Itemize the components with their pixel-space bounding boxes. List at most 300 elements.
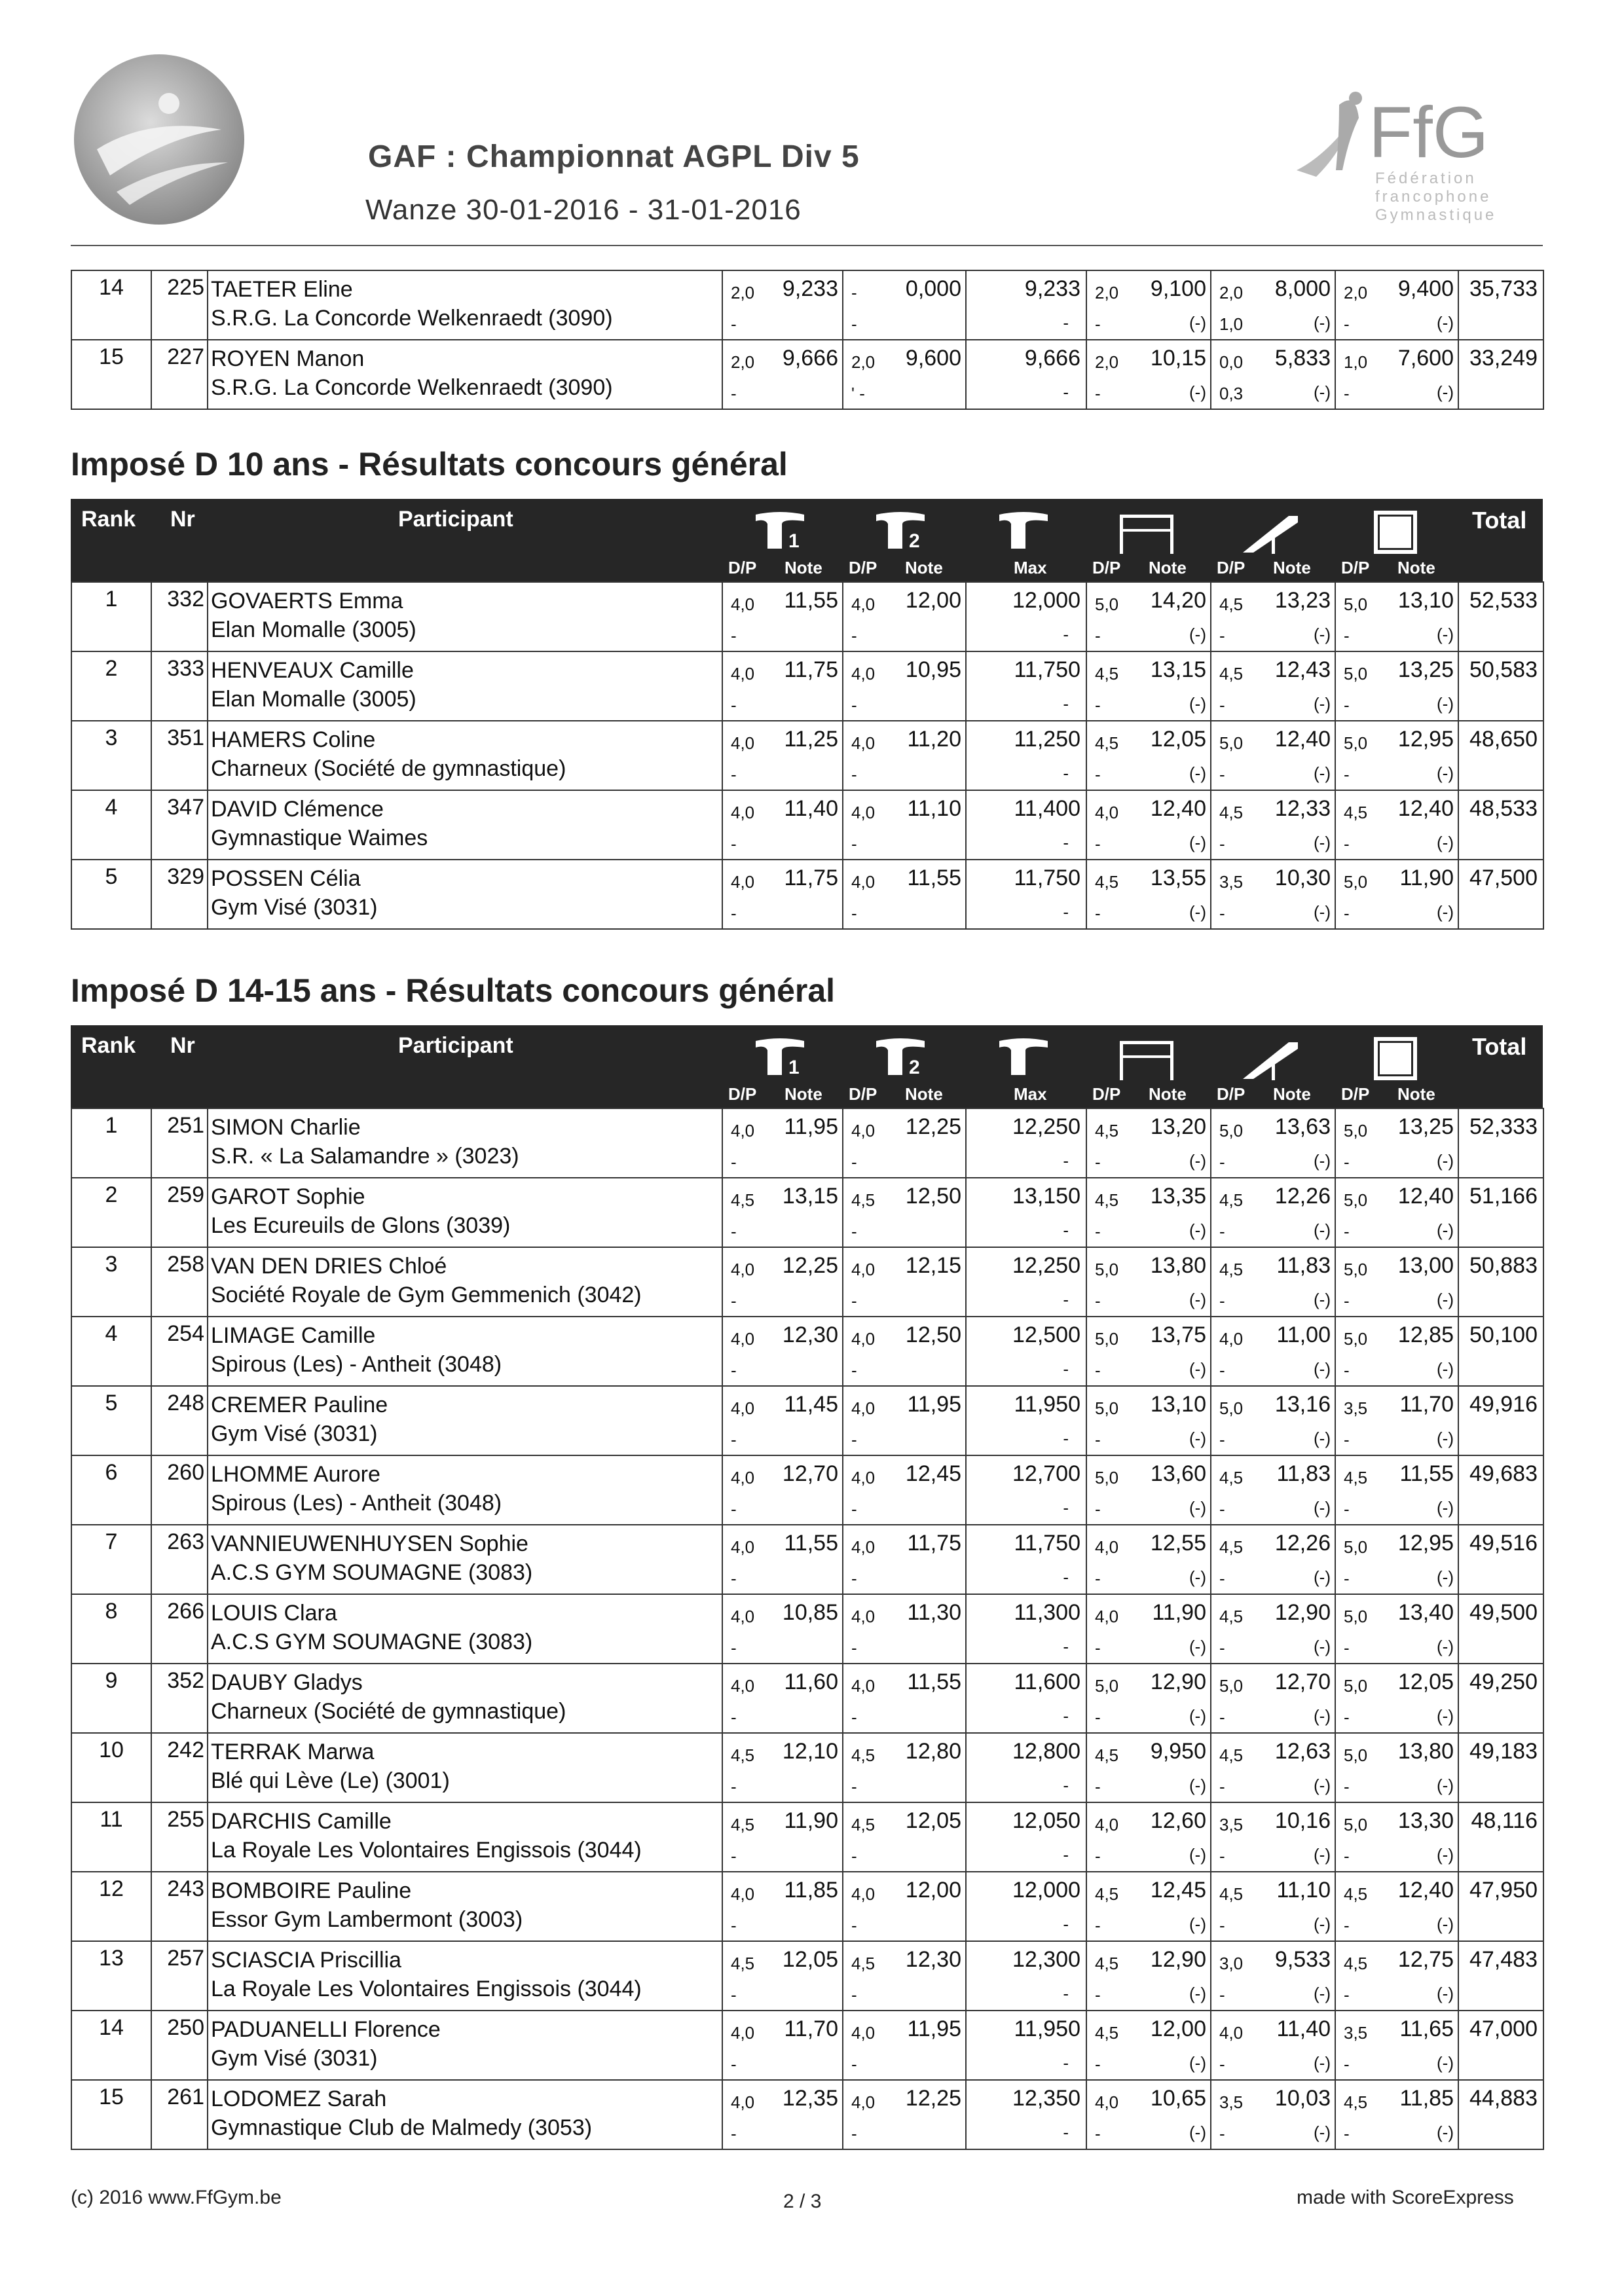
vault-2-dp: 4,0	[851, 1676, 876, 1696]
vault-2-score	[843, 790, 966, 860]
beam-score	[1211, 721, 1335, 790]
beam-dp-penalty: -	[1219, 903, 1225, 923]
bars-note: 12,05	[1150, 727, 1206, 752]
bars-note: 12,90	[1150, 1669, 1206, 1694]
bars-note: 12,90	[1150, 1947, 1206, 1972]
bars-note-penalty: (-)	[1189, 694, 1206, 714]
beam-note-penalty: (-)	[1314, 2123, 1331, 2142]
rank-cell: 1	[71, 582, 151, 651]
floor-note-penalty: (-)	[1437, 1429, 1454, 1448]
bars-score	[1086, 270, 1211, 340]
vault-2-dp: 4,0	[851, 1260, 876, 1279]
vault-max-value: 11,600	[1014, 1669, 1080, 1694]
vault-2-note: 11,95	[907, 2016, 961, 2041]
floor-dp-penalty: -	[1344, 1222, 1350, 1241]
bars-note-penalty: (-)	[1189, 1776, 1206, 1795]
rank-cell: 12	[71, 1872, 151, 1941]
bars-score	[1086, 1664, 1211, 1733]
vault-1-dp-penalty: -	[731, 1222, 737, 1241]
col-header-rank: Rank	[81, 1033, 136, 1058]
beam-note: 8,000	[1274, 276, 1331, 301]
bib-number-cell: 225	[151, 270, 208, 340]
table-row	[71, 1802, 1543, 1872]
svg-text:2: 2	[909, 1057, 920, 1078]
beam-note: 10,30	[1274, 866, 1331, 890]
floor-note: 12,95	[1397, 727, 1454, 752]
floor-note: 13,10	[1397, 588, 1454, 613]
total-cell: 49,500	[1458, 1594, 1543, 1664]
vault-1-note: 11,85	[784, 1878, 838, 1903]
participant-club: Gymnastique Club de Malmedy (3053)	[211, 2115, 593, 2140]
vault-2-dp-penalty: -	[851, 1499, 857, 1519]
total-cell: 47,500	[1458, 860, 1543, 929]
vault-2-score	[843, 582, 966, 651]
event-location-date: Wanze 30-01-2016 - 31-01-2016	[365, 194, 802, 226]
floor-note: 12,05	[1397, 1669, 1454, 1694]
vault-max-dash: -	[1063, 625, 1069, 644]
vault-2-score	[843, 721, 966, 790]
vault-max-cell	[966, 270, 1086, 340]
bars-dp: 5,0	[1095, 1398, 1119, 1418]
vault-2-score	[843, 860, 966, 929]
participant-cell	[208, 2080, 722, 2149]
floor-note: 12,75	[1397, 1947, 1454, 1972]
vault-1-dp: 4,0	[731, 1537, 755, 1557]
bars-note: 13,60	[1150, 1461, 1206, 1486]
bib-number-cell: 258	[151, 1247, 208, 1317]
vault-2-score	[843, 1317, 966, 1386]
total-cell: 50,583	[1458, 651, 1543, 721]
vault-2-note: 12,00	[905, 1878, 961, 1903]
floor-score	[1335, 1317, 1458, 1386]
vault-1-score	[722, 2080, 843, 2149]
floor-note: 11,70	[1399, 1392, 1454, 1417]
bars-note: 13,20	[1150, 1114, 1206, 1139]
floor-dp: 1,0	[1344, 352, 1368, 372]
rank-cell: 1	[71, 1108, 151, 1178]
participant-club: Spirous (Les) - Antheit (3048)	[211, 1491, 502, 1516]
vault-1-dp: 4,0	[731, 1607, 755, 1626]
bars-dp-penalty: -	[1095, 2124, 1101, 2143]
bib-number-cell: 257	[151, 1941, 208, 2011]
beam-dp-penalty: -	[1219, 1777, 1225, 1796]
floor-note-penalty: (-)	[1437, 902, 1454, 922]
beam-dp: 4,0	[1219, 1329, 1244, 1349]
table-row	[71, 1941, 1543, 2011]
bars-dp: 4,5	[1095, 872, 1119, 892]
beam-dp: 3,5	[1219, 1815, 1244, 1834]
vault-1-score	[722, 582, 843, 651]
beam-note-penalty: (-)	[1314, 1567, 1331, 1587]
bars-dp: 5,0	[1095, 1260, 1119, 1279]
table-row	[71, 860, 1543, 929]
vault-2-note: 12,15	[905, 1253, 961, 1278]
participant-name: BOMBOIRE Pauline	[211, 1878, 412, 1903]
rank-cell: 4	[71, 790, 151, 860]
beam-note-penalty: (-)	[1314, 902, 1331, 922]
floor-dp: 4,5	[1344, 803, 1368, 822]
vault-max-dash: -	[1063, 1706, 1069, 1726]
vault-1-dp: 4,5	[731, 1190, 755, 1210]
participant-name: CREMER Pauline	[211, 1393, 388, 1417]
beam-score	[1211, 582, 1335, 651]
beam-note-penalty: (-)	[1314, 1429, 1331, 1448]
beam-note-penalty: (-)	[1314, 833, 1331, 852]
beam-note-penalty: (-)	[1314, 694, 1331, 714]
floor-dp-penalty: -	[1344, 1777, 1350, 1796]
beam-dp-penalty: -	[1219, 2054, 1225, 2074]
floor-dp: 5,0	[1344, 872, 1368, 892]
beam-dp: 4,5	[1219, 664, 1244, 683]
bars-note: 12,45	[1150, 1878, 1206, 1903]
table-header-d10	[71, 499, 1543, 581]
floor-score	[1335, 2011, 1458, 2080]
floor-note: 12,40	[1397, 1878, 1454, 1903]
bars-score	[1086, 1802, 1211, 1872]
beam-dp: 4,5	[1219, 1884, 1244, 1904]
participant-club: Elan Momalle (3005)	[211, 617, 416, 642]
beam-note: 5,833	[1274, 346, 1331, 371]
bars-score	[1086, 721, 1211, 790]
beam-score	[1211, 1178, 1335, 1247]
col-sub-max: Max	[1014, 1084, 1047, 1104]
participant-club: Elan Momalle (3005)	[211, 687, 416, 712]
beam-dp-penalty: -	[1219, 834, 1225, 854]
table-row	[71, 2080, 1543, 2149]
floor-dp-penalty: -	[1344, 1499, 1350, 1519]
floor-score	[1335, 582, 1458, 651]
bars-note: 9,100	[1150, 276, 1206, 301]
vault-1-score	[722, 1247, 843, 1317]
vault-1-dp: 4,5	[731, 1954, 755, 1973]
beam-dp-penalty: -	[1219, 1499, 1225, 1519]
beam-dp: 4,5	[1219, 1745, 1244, 1765]
participant-name: TAETER Eline	[211, 277, 353, 302]
vault-max-cell	[966, 582, 1086, 651]
vault-1-note: 11,60	[784, 1669, 838, 1694]
vault-1-dp-penalty: -	[731, 1499, 737, 1519]
floor-note-penalty: (-)	[1437, 1151, 1454, 1171]
bars-score	[1086, 790, 1211, 860]
beam-score	[1211, 790, 1335, 860]
beam-dp-penalty: -	[1219, 1152, 1225, 1172]
vault-2-note: 11,95	[907, 1392, 961, 1417]
bib-number-cell: 352	[151, 1664, 208, 1733]
bars-score	[1086, 1108, 1211, 1178]
floor-score	[1335, 721, 1458, 790]
beam-note: 12,63	[1274, 1739, 1331, 1764]
beam-note: 10,16	[1274, 1808, 1331, 1833]
total-cell: 50,883	[1458, 1247, 1543, 1317]
participant-cell	[208, 1664, 722, 1733]
bib-number-cell: 329	[151, 860, 208, 929]
table-row	[71, 721, 1543, 790]
vault-max-value: 12,500	[1012, 1322, 1080, 1347]
vault-1-note: 12,10	[782, 1739, 838, 1764]
bars-note: 11,90	[1152, 1600, 1206, 1625]
bars-note-penalty: (-)	[1189, 1220, 1206, 1240]
federation-emblem-logo	[71, 51, 248, 228]
total-cell: 48,650	[1458, 721, 1543, 790]
vault-1-dp-penalty: -	[731, 1846, 737, 1866]
vault-2-dp: 4,0	[851, 2092, 876, 2112]
vault-max-cell	[966, 340, 1086, 409]
vault-2-icon	[864, 1036, 936, 1082]
bib-number-cell: 248	[151, 1386, 208, 1455]
beam-score	[1211, 1525, 1335, 1594]
floor-dp-penalty: -	[1344, 1638, 1350, 1658]
vault-2-dp-penalty: -	[851, 1985, 857, 2005]
floor-dp-penalty: -	[1344, 314, 1350, 334]
participant-cell	[208, 651, 722, 721]
floor-score	[1335, 651, 1458, 721]
vault-1-dp: 4,0	[731, 1121, 755, 1140]
bars-note-penalty: (-)	[1189, 1359, 1206, 1379]
vault-1-score	[722, 1802, 843, 1872]
bib-number-cell: 347	[151, 790, 208, 860]
total-cell: 44,883	[1458, 2080, 1543, 2149]
vault-max-value: 11,750	[1014, 657, 1080, 682]
participant-name: LHOMME Aurore	[211, 1462, 380, 1487]
bars-note-penalty: (-)	[1189, 833, 1206, 852]
floor-dp: 5,0	[1344, 733, 1368, 753]
svg-text:FfG: FfG	[1369, 92, 1489, 173]
floor-note-penalty: (-)	[1437, 382, 1454, 402]
beam-score	[1211, 1594, 1335, 1664]
beam-dp: 4,0	[1219, 2023, 1244, 2043]
rank-cell: 10	[71, 1733, 151, 1802]
bars-dp-penalty: -	[1095, 1499, 1101, 1519]
participant-club: Gym Visé (3031)	[211, 2046, 378, 2071]
bib-number-cell: 242	[151, 1733, 208, 1802]
rank-cell: 2	[71, 651, 151, 721]
participant-cell	[208, 1178, 722, 1247]
bars-note: 9,950	[1150, 1739, 1206, 1764]
floor-dp-penalty: -	[1344, 834, 1350, 854]
vault-2-score	[843, 1872, 966, 1941]
bib-number-cell: 260	[151, 1455, 208, 1525]
vault-max-cell	[966, 1247, 1086, 1317]
rank-cell: 5	[71, 1386, 151, 1455]
beam-dp: 5,0	[1219, 1398, 1244, 1418]
bib-number-cell: 227	[151, 340, 208, 409]
total-cell: 49,683	[1458, 1455, 1543, 1525]
vault-2-score	[843, 1178, 966, 1247]
beam-dp: 4,5	[1219, 1537, 1244, 1557]
vault-1-dp: 4,0	[731, 2092, 755, 2112]
floor-note-penalty: (-)	[1437, 1637, 1454, 1656]
beam-note-penalty: (-)	[1314, 1845, 1331, 1865]
bars-dp: 4,0	[1095, 1815, 1119, 1834]
bars-score	[1086, 2080, 1211, 2149]
vault-max-cell	[966, 2080, 1086, 2149]
bars-dp: 4,5	[1095, 733, 1119, 753]
bars-score	[1086, 2011, 1211, 2080]
beam-note: 11,83	[1276, 1461, 1331, 1486]
vault-2-score	[843, 2011, 966, 2080]
total-cell: 33,249	[1458, 340, 1543, 409]
beam-dp-penalty: -	[1219, 2124, 1225, 2143]
col-sub-dp: D/P	[1341, 558, 1370, 577]
vault-max-value: 11,750	[1014, 1531, 1080, 1556]
bars-score	[1086, 582, 1211, 651]
floor-dp-penalty: -	[1344, 2054, 1350, 2074]
beam-score	[1211, 1386, 1335, 1455]
vault-1-dp-penalty: -	[731, 384, 737, 403]
bars-note: 10,65	[1150, 2086, 1206, 2111]
section-title-d14-15: Imposé D 14-15 ans - Résultats concours général	[71, 972, 836, 1009]
vault-1-score	[722, 1872, 843, 1941]
participant-name: DAVID Clémence	[211, 797, 384, 822]
vault-1-note: 12,35	[782, 2086, 838, 2111]
vault-2-dp-penalty: -	[851, 1291, 857, 1311]
beam-note: 9,533	[1274, 1947, 1331, 1972]
floor-note: 13,25	[1397, 1114, 1454, 1139]
bars-note-penalty: (-)	[1189, 2053, 1206, 2073]
vault-1-dp-penalty: -	[731, 2124, 737, 2143]
bars-score	[1086, 860, 1211, 929]
participant-name: LIMAGE Camille	[211, 1323, 376, 1348]
participant-club: S.R. « La Salamandre » (3023)	[211, 1144, 519, 1169]
bars-dp-penalty: -	[1095, 1222, 1101, 1241]
balance-beam-icon	[1236, 509, 1308, 555]
beam-score	[1211, 1317, 1335, 1386]
bars-dp-penalty: -	[1095, 834, 1101, 854]
beam-dp-penalty: -	[1219, 1430, 1225, 1449]
floor-note-penalty: (-)	[1437, 1914, 1454, 1934]
participant-club: Charneux (Société de gymnastique)	[211, 756, 566, 781]
floor-exercise-icon	[1359, 1036, 1431, 1082]
table-row	[71, 1872, 1543, 1941]
total-cell: 51,166	[1458, 1178, 1543, 1247]
vault-2-dp: 2,0	[851, 352, 876, 372]
floor-dp-penalty: -	[1344, 695, 1350, 715]
floor-score	[1335, 1525, 1458, 1594]
bars-dp-penalty: -	[1095, 1569, 1101, 1588]
col-sub-dp: D/P	[1092, 558, 1121, 577]
vault-1-note: 11,55	[784, 1531, 838, 1556]
bars-note: 13,10	[1150, 1392, 1206, 1417]
vault-2-dp-penalty: -	[851, 1569, 857, 1588]
vault-1-note: 12,05	[782, 1947, 838, 1972]
vault-2-score	[843, 1247, 966, 1317]
bars-dp: 4,5	[1095, 1190, 1119, 1210]
floor-note-penalty: (-)	[1437, 1984, 1454, 2003]
total-cell: 52,333	[1458, 1108, 1543, 1178]
floor-note-penalty: (-)	[1437, 2053, 1454, 2073]
bars-note-penalty: (-)	[1189, 902, 1206, 922]
table-header-d14-15	[71, 1025, 1543, 1108]
beam-note-penalty: (-)	[1314, 1706, 1331, 1726]
bars-score	[1086, 1317, 1211, 1386]
beam-dp-penalty: 0,3	[1219, 384, 1244, 403]
vault-1-score	[722, 1941, 843, 2011]
vault-2-note: 9,600	[905, 346, 961, 371]
floor-score	[1335, 1455, 1458, 1525]
vault-1-dp-penalty: -	[731, 1360, 737, 1380]
bars-dp-penalty: -	[1095, 2054, 1101, 2074]
participant-club: Charneux (Société de gymnastique)	[211, 1699, 566, 1724]
vault-2-dp-penalty: -	[851, 1430, 857, 1449]
bars-dp: 4,0	[1095, 1607, 1119, 1626]
bib-number-cell: 251	[151, 1108, 208, 1178]
vault-max-icon	[987, 1036, 1060, 1082]
results-table-d14-15	[71, 1108, 1544, 2150]
vault-1-score	[722, 1455, 843, 1525]
beam-dp: 2,0	[1219, 283, 1244, 302]
vault-1-dp-penalty: -	[731, 834, 737, 854]
vault-1-score	[722, 1317, 843, 1386]
vault-2-dp-penalty: -	[851, 1360, 857, 1380]
vault-1-dp: 4,0	[731, 1676, 755, 1696]
vault-2-note: 11,20	[907, 727, 961, 752]
floor-note: 11,65	[1399, 2016, 1454, 2041]
rank-cell: 6	[71, 1455, 151, 1525]
vault-1-dp-penalty: -	[731, 1777, 737, 1796]
vault-max-cell	[966, 2011, 1086, 2080]
col-sub-note: Note	[1397, 1084, 1435, 1104]
vault-max-cell	[966, 1664, 1086, 1733]
svg-text:2: 2	[909, 530, 920, 552]
bars-note: 13,75	[1150, 1322, 1206, 1347]
participant-cell	[208, 582, 722, 651]
col-header-nr: Nr	[170, 1033, 195, 1058]
vault-max-value: 12,250	[1012, 1114, 1080, 1139]
vault-2-score	[843, 1733, 966, 1802]
vault-2-note: 12,50	[905, 1322, 961, 1347]
bib-number-cell: 250	[151, 2011, 208, 2080]
vault-max-value: 12,300	[1012, 1947, 1080, 1972]
svg-text:1: 1	[788, 1057, 800, 1078]
floor-note: 12,85	[1397, 1322, 1454, 1347]
floor-note-penalty: (-)	[1437, 2123, 1454, 2142]
beam-note: 12,26	[1274, 1531, 1331, 1556]
floor-note: 12,40	[1397, 796, 1454, 821]
bars-note-penalty: (-)	[1189, 1637, 1206, 1656]
vault-max-dash: -	[1063, 694, 1069, 714]
rank-cell: 5	[71, 860, 151, 929]
vault-1-score	[722, 860, 843, 929]
participant-cell	[208, 1317, 722, 1386]
floor-score	[1335, 1941, 1458, 2011]
floor-score	[1335, 1247, 1458, 1317]
beam-dp: 4,5	[1219, 1260, 1244, 1279]
vault-1-dp: 4,0	[731, 1398, 755, 1418]
beam-note: 11,40	[1276, 2016, 1331, 2041]
floor-score	[1335, 1386, 1458, 1455]
beam-note-penalty: (-)	[1314, 382, 1331, 402]
rank-cell: 14	[71, 2011, 151, 2080]
floor-dp-penalty: -	[1344, 1152, 1350, 1172]
floor-dp: 5,0	[1344, 1676, 1368, 1696]
vault-2-dp: 4,0	[851, 872, 876, 892]
vault-2-score	[843, 1664, 966, 1733]
vault-max-dash: -	[1063, 763, 1069, 783]
participant-name: HAMERS Coline	[211, 727, 376, 752]
participant-club: Gymnastique Waimes	[211, 826, 428, 850]
vault-1-score	[722, 1664, 843, 1733]
table-row	[71, 582, 1543, 651]
beam-note: 12,40	[1274, 727, 1331, 752]
vault-max-dash: -	[1063, 382, 1069, 402]
bars-note-penalty: (-)	[1189, 1429, 1206, 1448]
participant-cell	[208, 1386, 722, 1455]
col-sub-dp: D/P	[1217, 558, 1246, 577]
col-header-participant: Participant	[398, 507, 513, 532]
ffg-logo	[1277, 79, 1539, 229]
vault-1-dp: 4,0	[731, 594, 755, 614]
floor-dp: 3,5	[1344, 1398, 1368, 1418]
